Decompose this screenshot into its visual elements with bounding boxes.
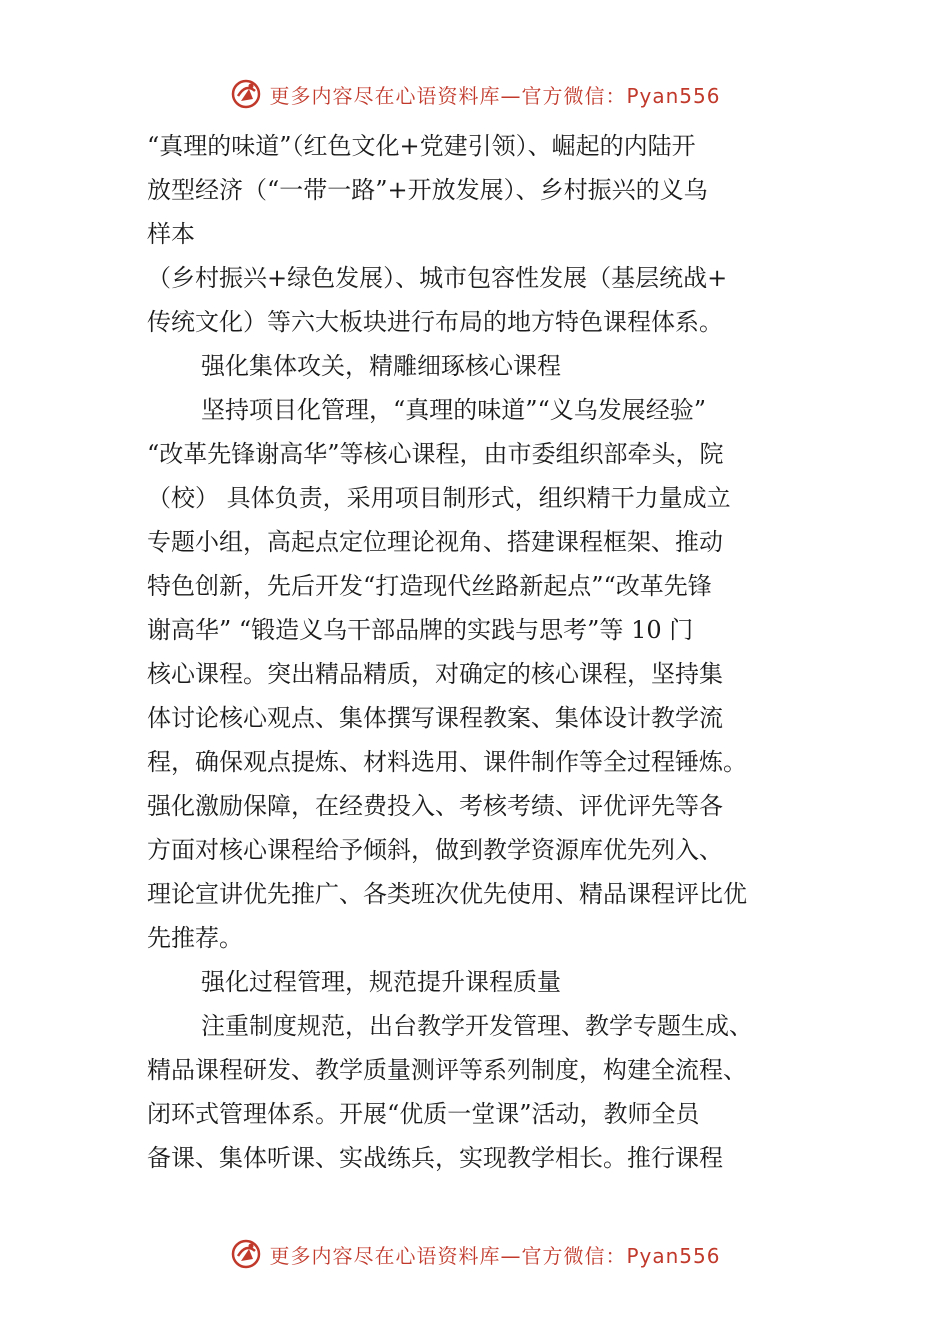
header-banner-text: 更多内容尽在心语资料库—官方微信：Pyan556 [269,83,721,108]
text-line: 程，确保观点提炼、材料选用、课件制作等全过程锤炼。 [147,748,747,776]
text-line: 专题小组，高起点定位理论视角、搭建课程框架、推动 [147,528,723,556]
text-line: 强化激励保障，在经费投入、考核考绩、评优评先等各 [147,792,723,820]
text-line: 注重制度规范，出台教学开发管理、教学专题生成、 [201,1012,753,1040]
text-line: 样本 [147,220,195,248]
text-line: 先推荐。 [147,924,243,952]
text-line: “真理的味道”（红色文化+党建引领）、崛起的内陆开 [147,132,696,160]
text-line: 传统文化）等六大板块进行布局的地方特色课程体系。 [147,308,723,336]
brand-logo-icon [229,77,263,111]
text-line: 核心课程。突出精品精质，对确定的核心课程，坚持集 [147,660,723,688]
footer-banner-text: 更多内容尽在心语资料库—官方微信：Pyan556 [269,1243,721,1268]
text-line: 谢高华” “锻造义乌干部品牌的实践与思考”等 10 门 [147,616,694,644]
document-body [147,124,817,1180]
text-line: 强化过程管理，规范提升课程质量 [201,968,561,996]
text-line: 闭环式管理体系。开展“优质一堂课”活动，教师全员 [147,1100,700,1128]
text-line: 强化集体攻关，精雕细琢核心课程 [201,352,561,380]
text-line: 精品课程研发、教学质量测评等系列制度，构建全流程、 [147,1056,747,1084]
text-line: 放型经济（“一带一路”+开放发展）、乡村振兴的义乌 [147,176,708,204]
text-line: 体讨论核心观点、集体撰写课程教案、集体设计教学流 [147,704,723,732]
text-line: （乡村振兴+绿色发展）、城市包容性发展（基层统战+ [147,264,728,292]
text-line: 方面对核心课程给予倾斜，做到教学资源库优先列入、 [147,836,723,864]
text-line: “改革先锋谢高华”等核心课程，由市委组织部牵头，院 [147,440,724,468]
text-line: （校） 具体负责，采用项目制形式，组织精干力量成立 [147,484,731,512]
brand-logo-icon [229,1237,263,1271]
footer-banner [0,1234,950,1274]
text-line: 特色创新，先后开发“打造现代丝路新起点”“改革先锋 [147,572,712,600]
text-line: 理论宣讲优先推广、各类班次优先使用、精品课程评比优 [147,880,747,908]
header-banner [0,74,950,114]
text-line: 备课、集体听课、实战练兵，实现教学相长。推行课程 [147,1144,723,1172]
text-line: 坚持项目化管理，“真理的味道”“义乌发展经验” [201,396,707,424]
